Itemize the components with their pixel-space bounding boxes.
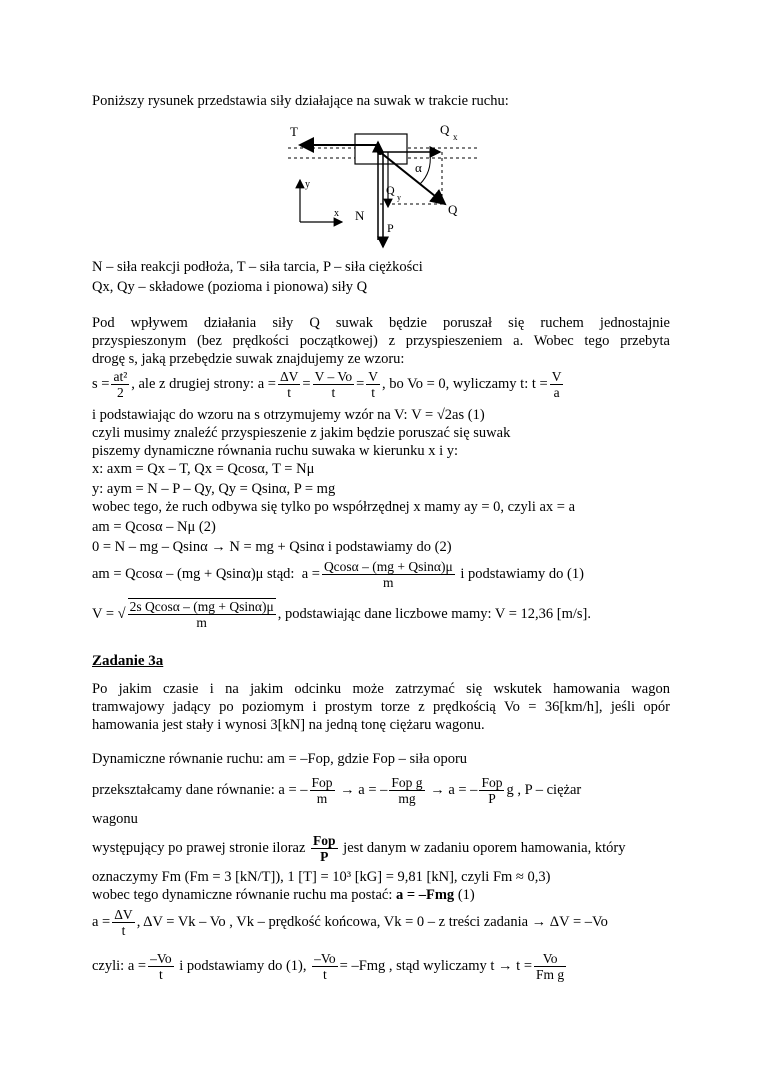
dyn-eq-line: Dynamiczne równanie ruchu: am = –Fop, gdzie Fop – siła oporu — [92, 751, 468, 767]
intro-text: Poniższy rysunek przedstawia siły działające na suwak w trakcie ruchu: — [92, 93, 509, 109]
frac-v: $\frac{\text{2s Qcosα – (mg + Qsinα)μ}}{m}$ — [129, 599, 274, 630]
wagon-word: wagonu — [92, 811, 138, 827]
frac-t: $\frac{V}{a}$ — [551, 368, 562, 400]
label-alpha: α — [415, 160, 422, 175]
dyn-eq-form: wobec tego dynamiczne równanie ruchu ma postać: a = –Fmg (1) — [92, 887, 475, 903]
label-qx-sub: x — [453, 132, 458, 142]
eq-y: y: aym = N – P – Qy, Qy = Qsinα, P = mg — [92, 481, 336, 497]
label-p: P — [387, 221, 394, 235]
fm-line: oznaczymy Fm (Fm = 3 [kN/T]), 1 [T] = 10³ [kG] = 9,81 [kN], czyli Fm ≈ 0,3) — [92, 869, 551, 885]
formula-row-v: V = √ $\frac{\text{2s Qcosα – (mg + Qsinα)μ}}{m}$ , podstawiając dane liczbowe mamy: V = 12,36 [m/s]. — [92, 599, 592, 630]
frac-a2: $\frac{V - Vo}{t}$ — [314, 368, 353, 400]
frac-a1: $\frac{\Delta V}{t}$ — [279, 368, 299, 400]
task-heading: Zadanie 3a — [92, 653, 164, 669]
label-x-axis: x — [334, 208, 339, 219]
label-t: T — [290, 124, 298, 139]
label-qy-sub: y — [397, 193, 401, 202]
quotient-row: występujący po prawej stronie iloraz $\frac{\text{Fop}}{P}$ jest danym w zadaniu oporem hamowania, który — [92, 832, 626, 864]
para1-line6: czyli musimy znaleźć przyspieszenie z jakim będzie poruszać się suwak — [92, 425, 511, 441]
label-y-axis: y — [305, 179, 310, 190]
frac-a4: $\frac{Qcos\alpha - (mg + Qsin\alpha)\mu}{m}$ — [323, 558, 453, 590]
para1-line1: Pod wpływem działania siły Q suwak będzie poruszał się ruchem jednostajnie — [92, 315, 670, 331]
formula-row-a: am = Qcosα – (mg + Qsinα)μ stąd: a = $\frac{Qcos\alpha - (mg + Qsin\alpha)\mu}{m}$ i podstawiamy do (1) — [92, 558, 584, 590]
legend-line2: Qx, Qy – składowe (pozioma i pionowa) siły Q — [92, 279, 368, 295]
para1-line5: i podstawiając do wzoru na s otrzymujemy wzór na V: V = √2as (1) — [92, 407, 485, 423]
para1-line7: piszemy dynamiczne równania ruchu suwaka w kierunku x i y: — [92, 443, 459, 459]
para1-line3: drogę s, jaką przebędzie suwak znajdujemy ze wzoru: — [92, 351, 405, 367]
label-qx: Q — [440, 122, 450, 137]
slider-block — [355, 134, 407, 164]
final-row: czyli: a = $\frac{-Vo}{t}$ i podstawiamy do (1), $\frac{-Vo}{t}$ = –Fmg , stąd wyliczamy t → t = $\frac{Vo}{\text{Fm g}}$ — [92, 950, 565, 982]
eq-2: am = Qcosα – Nμ (2) — [92, 519, 216, 535]
formula-row-s: s = $\frac{\text{at²}}{2}$ , ale z drugiej strony: a = $\frac{\Delta V}{t}$ = $\frac{V - Vo}{t}$ = $\frac{V}{t}$ , bo Vo = 0, wyliczamy t: t = $\frac{V}{a}$ — [92, 368, 562, 400]
label-n: N — [355, 208, 365, 223]
task-line1: Po jakim czasie i na jakim odcinku może zatrzymać się wskutek hamowania wagon — [92, 681, 670, 697]
eq-n: 0 = N – mg – Qsinα → N = mg + Qsinα i podstawiamy do (2) — [92, 539, 452, 555]
para1-line2: przyspieszonym (bez prędkości początkowej) z przyspieszeniem a. Wobec tego przebyta — [92, 333, 670, 349]
task-line2: tramwajowy jadący po poziomym i prostym torze z prędkością Vo = 36[km/h], jeśli opór — [92, 699, 670, 715]
frac-s: $\frac{\text{at²}}{2}$ — [113, 368, 128, 400]
frac-a3: $\frac{V}{t}$ — [368, 368, 379, 400]
label-qy: Q — [386, 183, 395, 197]
force-diagram — [280, 112, 490, 252]
legend-line1: N – siła reakcji podłoża, T – siła tarcia, P – siła ciężkości — [92, 259, 423, 275]
para1-line10: wobec tego, że ruch odbywa się tylko po współrzędnej x mamy ay = 0, czyli ax = a — [92, 499, 576, 515]
eq-x: x: axm = Qx – T, Qx = Qcosα, T = Nμ — [92, 461, 315, 477]
label-q: Q — [448, 202, 458, 217]
deltav-row: a = $\frac{\Delta V}{t}$ , ΔV = Vk – Vo , Vk – prędkość końcowa, Vk = 0 – z treści zadania → ΔV = –Vo — [92, 906, 608, 938]
task-line3: hamowania jest stały i wynosi 3[kN] na jedną tonę ciężaru wagonu. — [92, 717, 485, 733]
transform-row: przekształcamy dane równanie: a = – $\frac{\text{Fop}}{m}$ → a = – $\frac{\text{Fop g}}{mg}$ → a = – $\frac{\text{Fop}}{P}$ g , P – ciężar — [92, 774, 582, 806]
